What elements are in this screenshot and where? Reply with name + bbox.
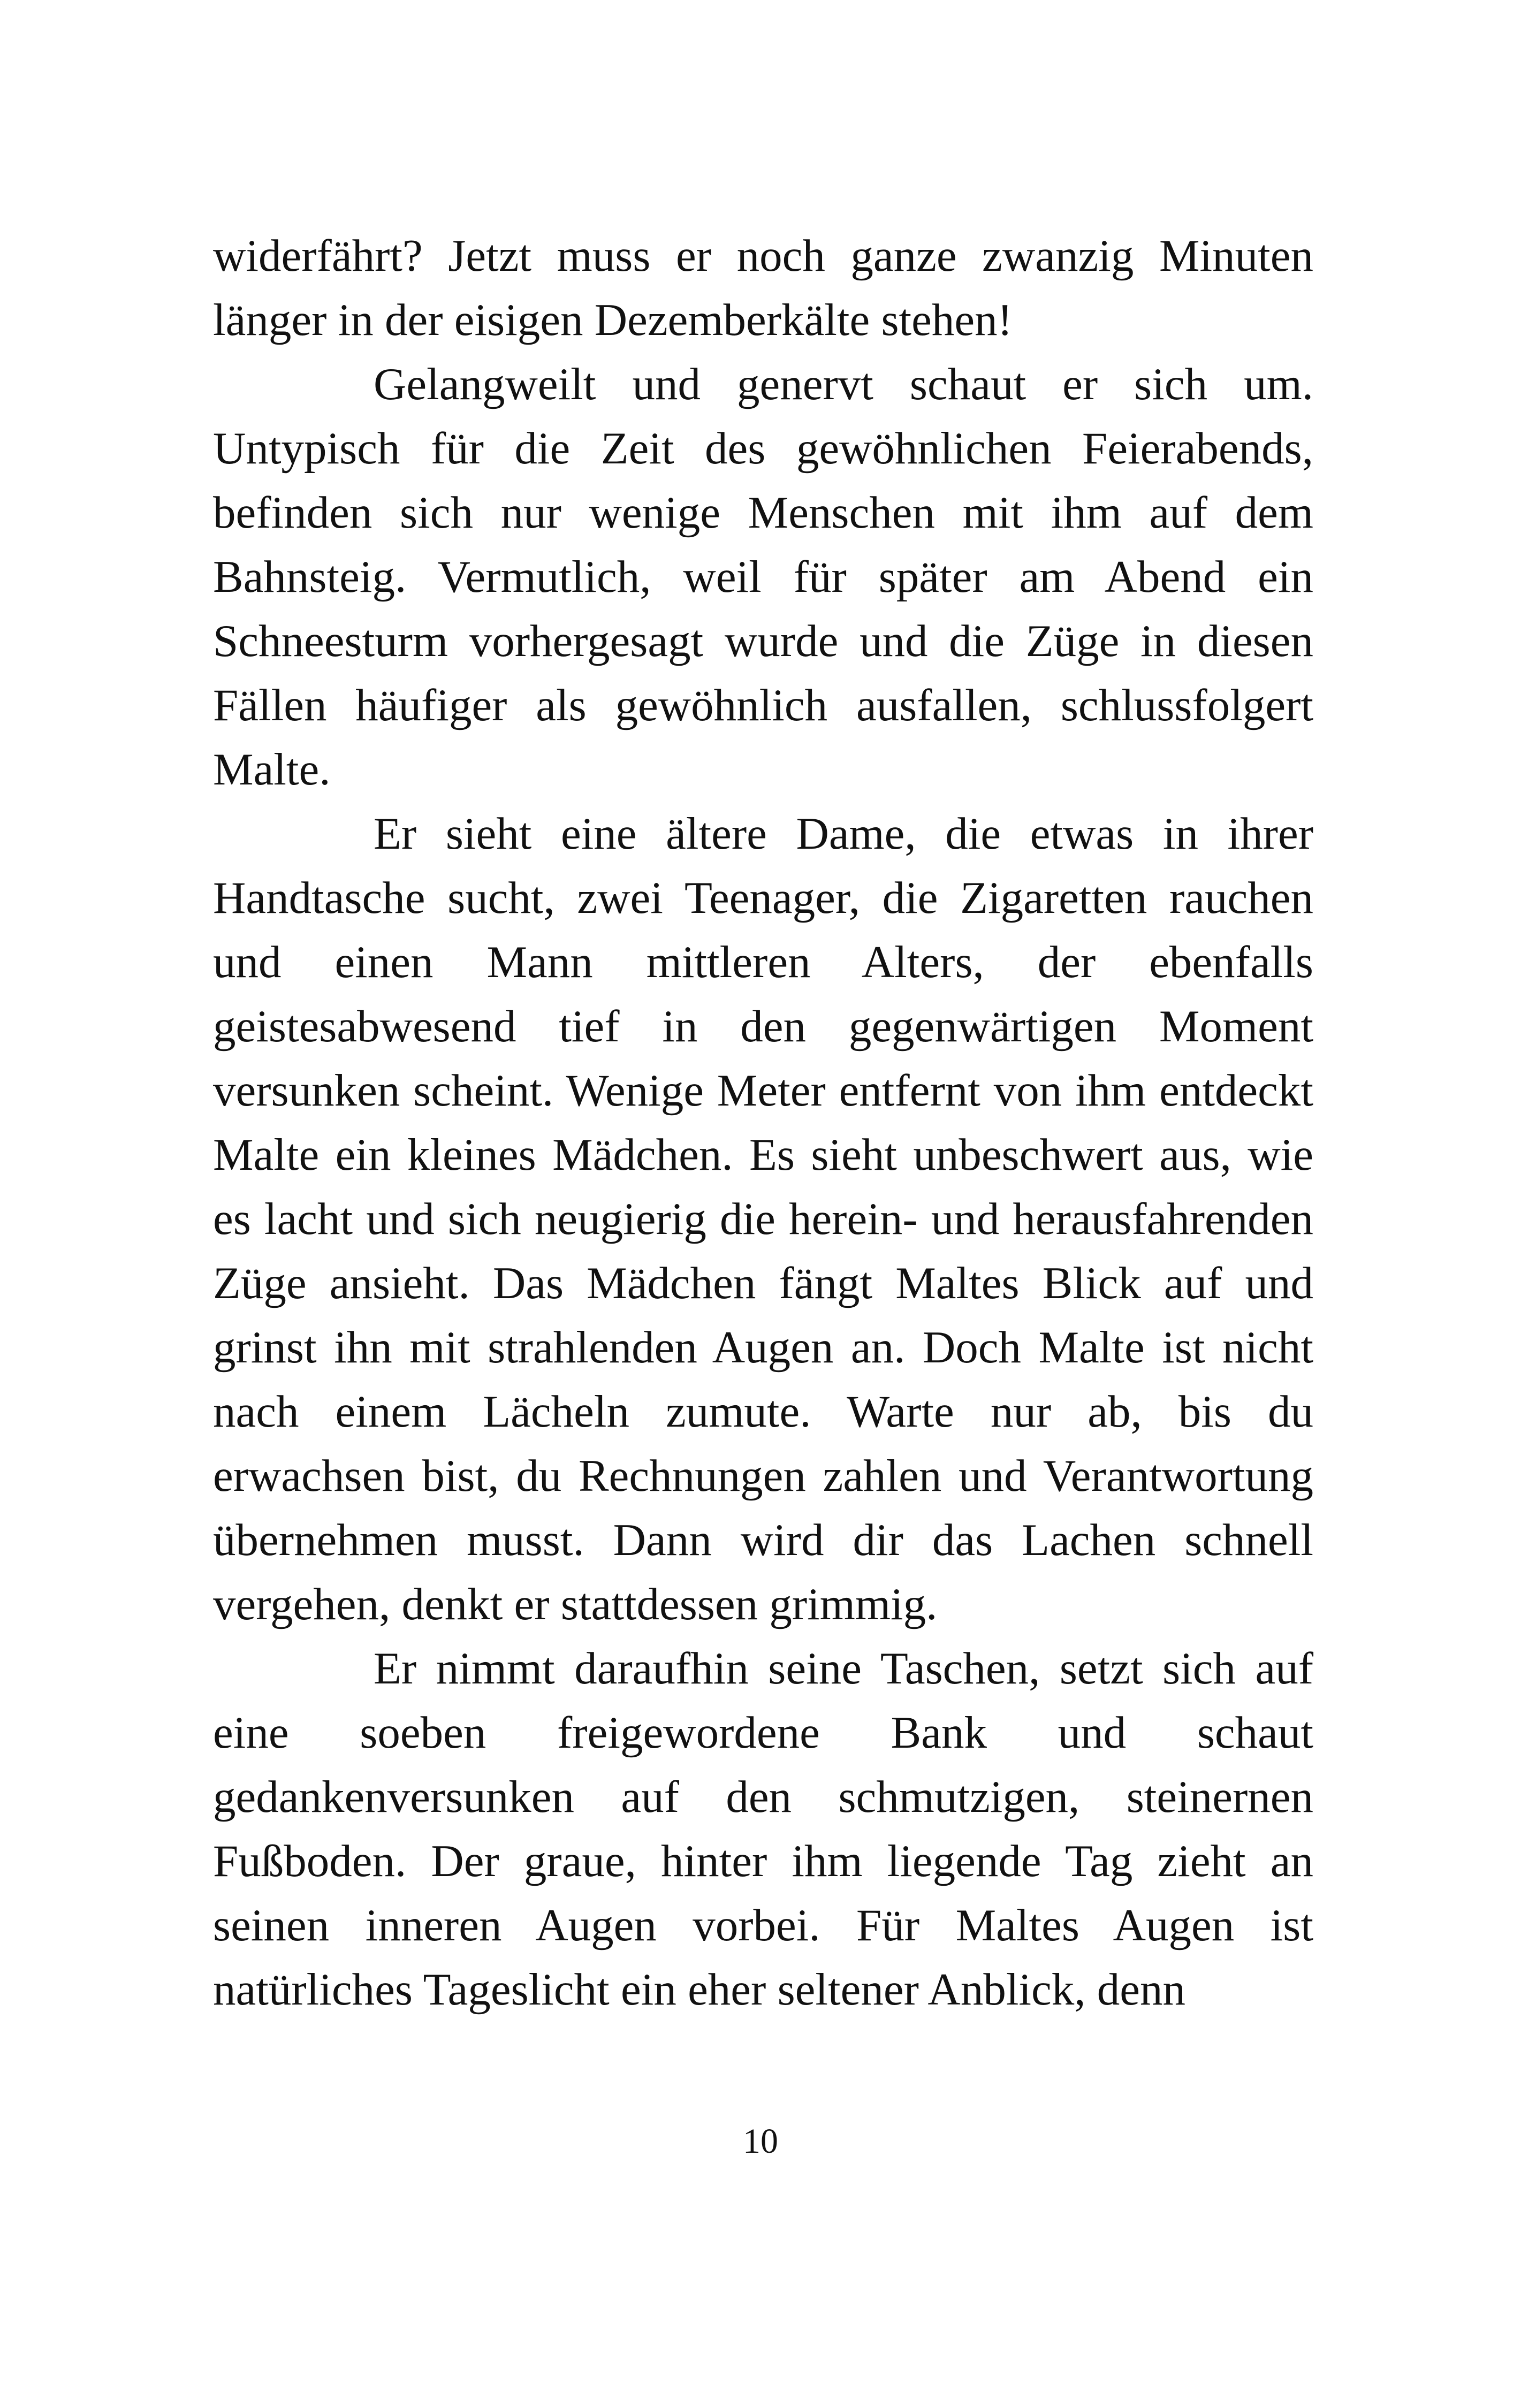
page-number: 10: [743, 2122, 778, 2161]
paragraph: Er nimmt daraufhin seine Taschen, setzt sich auf eine soeben freigewordene Bank und schaut gedankenversunken auf den schmutzigen, steinernen Fußboden. Der graue, hinter ihm liegende Tag zieht an seinen inneren Augen vorbei. Für Maltes Augen ist natürliches Tageslicht ein eher seltener Anblick, denn: [213, 1643, 1313, 2015]
paragraph: Er sieht eine ältere Dame, die etwas in ihrer Handtasche sucht, zwei Teenager, die Zigaretten rauchen und einen Mann mittleren Alters, der ebenfalls geistesabwesend tief in den gegenwärtigen Moment versunken scheint. Wenige Meter entfernt von ihm entdeckt Malte ein kleines Mädchen. Es sieht unbeschwert aus, wie es lacht und sich neugierig die herein- und herausfahrenden Züge ansieht. Das Mädchen fängt Maltes Blick auf und grinst ihn mit strahlenden Augen an. Doch Malte ist nicht nach einem Lächeln zumute. Warte nur ab, bis du erwachsen bist, du Rechnungen zahlen und Verantwortung übernehmen musst. Dann wird dir das Lachen schnell vergehen, denkt er stattdessen grimmig.: [213, 809, 1313, 1629]
paragraph-continuation: widerfährt? Jetzt muss er noch ganze zwanzig Minuten länger in der eisigen Dezemberkälte stehen!: [213, 231, 1313, 345]
paragraph: Gelangweilt und genervt schaut er sich um. Untypisch für die Zeit des gewöhnlichen Feierabends, befinden sich nur wenige Menschen mit ihm auf dem Bahnsteig. Vermutlich, weil für später am Abend ein Schneesturm vorhergesagt wurde und die Züge in diesen Fällen häufiger als gewöhnlich ausfallen, schlussfolgert Malte.: [213, 359, 1313, 795]
body-text: [213, 224, 1313, 2022]
